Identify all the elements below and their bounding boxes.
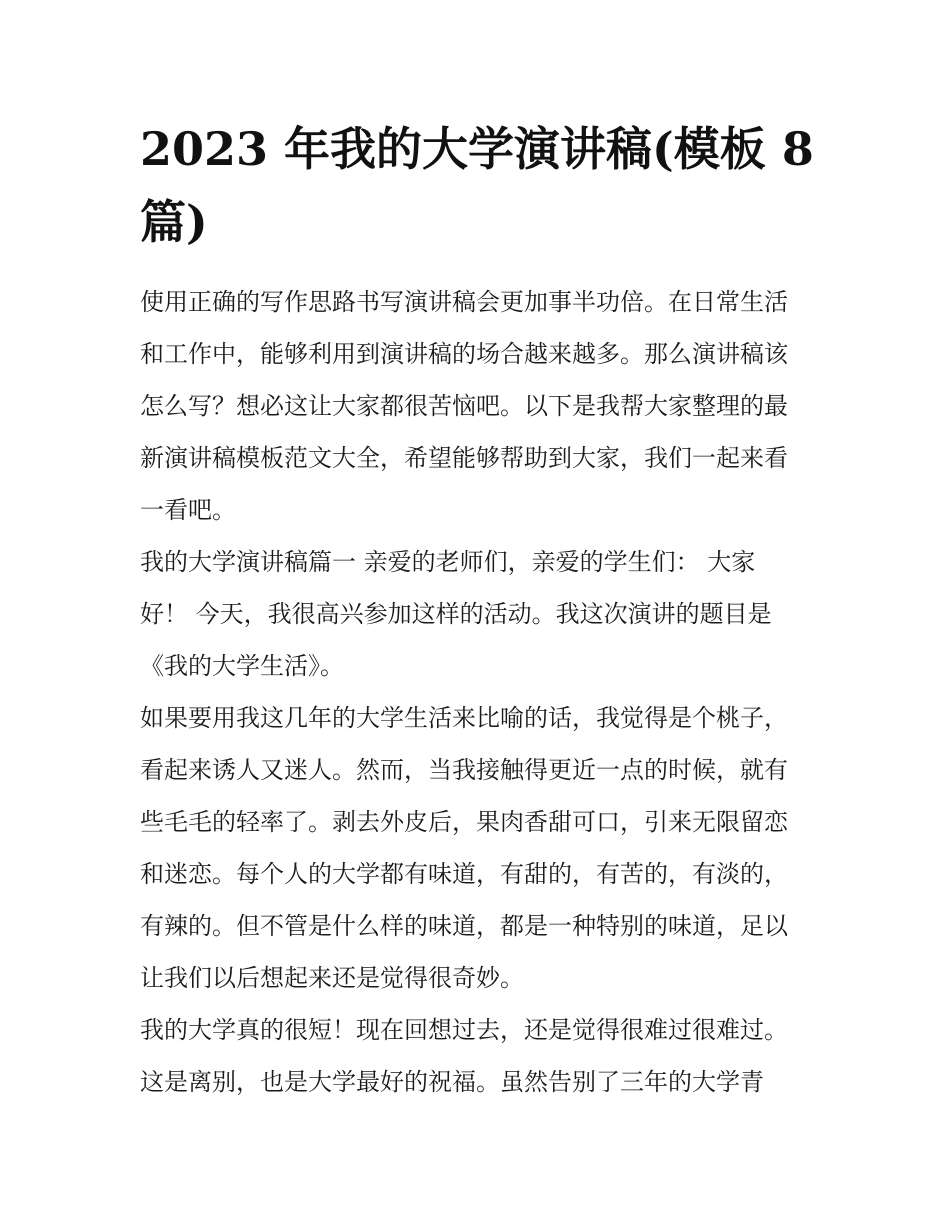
text-line: 怎么写？想必这让大家都很苦恼吧。以下是我帮大家整理的最 <box>140 392 788 420</box>
text-line: 《我的大学生活》。 <box>140 652 344 680</box>
text-line: 有辣的。但不管是什么样的味道，都是一种特别的味道，足以 <box>140 912 788 940</box>
text-line: 我的大学真的很短！现在回想过去，还是觉得很难过很难过。 <box>140 1016 788 1044</box>
text-line: 好！ 今天，我很高兴参加这样的活动。我这次演讲的题目是 <box>140 600 772 628</box>
title-line: 篇) <box>140 195 208 249</box>
text-line: 一看吧。 <box>140 496 236 524</box>
text-line: 和工作中，能够利用到演讲稿的场合越来越多。那么演讲稿该 <box>140 340 788 368</box>
text-line: 如果要用我这几年的大学生活来比喻的话，我觉得是个桃子， <box>140 704 788 732</box>
text-line: 这是离别，也是大学最好的祝福。虽然告别了三年的大学青 <box>140 1068 764 1096</box>
text-line: 些毛毛的轻率了。剥去外皮后，果肉香甜可口，引来无限留恋 <box>140 808 788 836</box>
paragraph-intro <box>140 276 820 536</box>
text-line: 我的大学演讲稿篇一 亲爱的老师们，亲爱的学生们： 大家 <box>140 548 756 576</box>
title-line: 2023 年我的大学演讲稿(模板 8 <box>140 122 814 176</box>
paragraph-farewell <box>140 1004 820 1108</box>
document-title <box>140 113 830 259</box>
paragraph-peach-metaphor <box>140 692 820 1004</box>
text-line: 看起来诱人又迷人。然而，当我接触得更近一点的时候，就有 <box>140 756 788 784</box>
document-body <box>140 276 820 1108</box>
text-line: 使用正确的写作思路书写演讲稿会更加事半功倍。在日常生活 <box>140 288 788 316</box>
text-line: 让我们以后想起来还是觉得很奇妙。 <box>140 964 524 992</box>
text-line: 和迷恋。每个人的大学都有味道，有甜的，有苦的，有淡的， <box>140 860 788 888</box>
text-line: 新演讲稿模板范文大全，希望能够帮助到大家，我们一起来看 <box>140 444 788 472</box>
paragraph-speech-opening <box>140 536 820 692</box>
